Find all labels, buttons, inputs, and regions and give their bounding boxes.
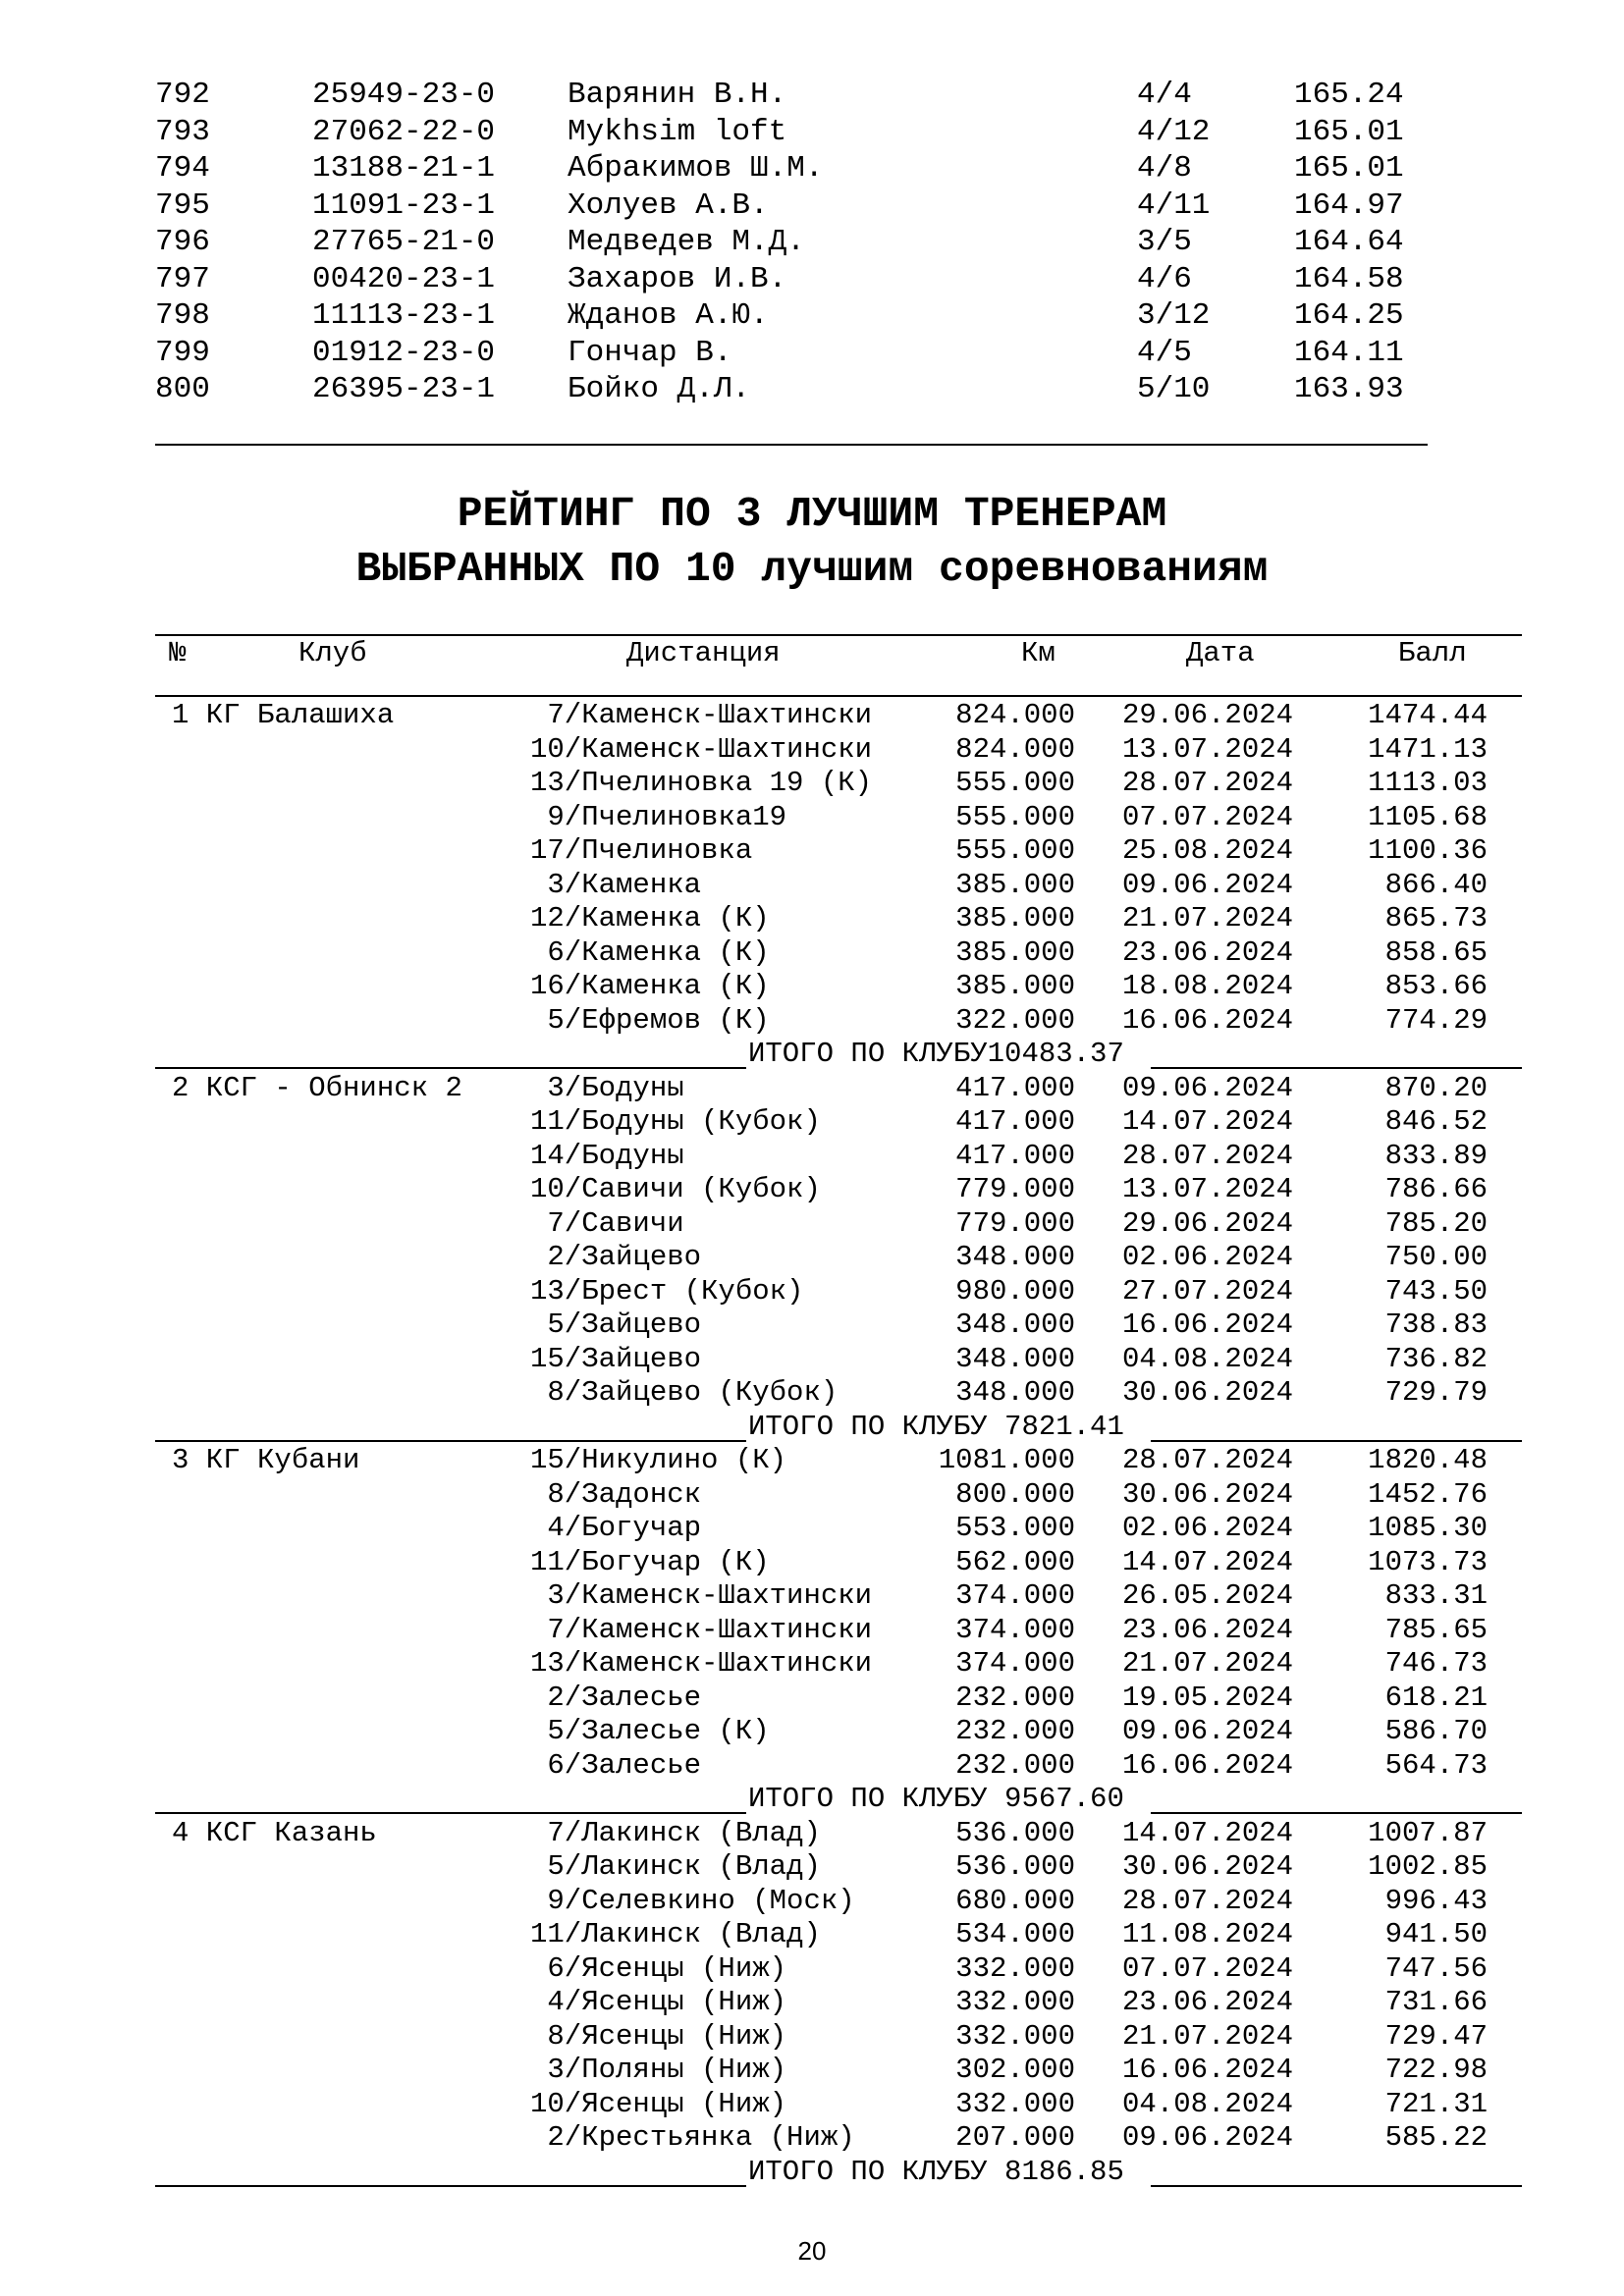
points-cell: 833.89 bbox=[1384, 1139, 1488, 1172]
km-cell: 385.000 bbox=[955, 902, 1075, 934]
distance-cell: 5/Залесье (К) bbox=[530, 1715, 770, 1747]
total-rule-right bbox=[1151, 1067, 1522, 1069]
points-cell: 846.52 bbox=[1384, 1105, 1488, 1138]
km-cell: 332.000 bbox=[955, 2087, 1075, 2120]
km-cell: 779.000 bbox=[955, 1206, 1075, 1240]
points-cell: 729.79 bbox=[1384, 1376, 1488, 1409]
points-cell: 1113.03 bbox=[1368, 767, 1488, 799]
table-row bbox=[0, 767, 1624, 800]
km-cell: 417.000 bbox=[955, 1105, 1075, 1138]
points-cell: 564.73 bbox=[1384, 1748, 1488, 1782]
table-row bbox=[0, 834, 1624, 868]
table-row bbox=[0, 1850, 1624, 1884]
table-row bbox=[0, 1986, 1624, 2019]
result-place: 793 bbox=[155, 114, 210, 149]
distance-cell: 8/Зайцево (Кубок) bbox=[530, 1376, 839, 1409]
distance-cell: 2/Зайцево bbox=[530, 1241, 702, 1273]
result-name: Гончар В. bbox=[568, 335, 732, 370]
date-cell: 02.06.2024 bbox=[1122, 1512, 1294, 1544]
club-name: 2 КСГ - Обнинск 2 bbox=[172, 1071, 462, 1104]
points-cell: 785.65 bbox=[1384, 1613, 1488, 1646]
points-cell: 785.20 bbox=[1384, 1206, 1488, 1240]
km-cell: 374.000 bbox=[955, 1647, 1075, 1680]
table-row bbox=[0, 1817, 1624, 1850]
distance-cell: 6/Ясенцы (Ниж) bbox=[530, 1951, 787, 1985]
result-nn: 3/5 bbox=[1137, 225, 1192, 259]
distance-cell: 5/Ефремов (К) bbox=[530, 1003, 770, 1037]
table-row bbox=[0, 1715, 1624, 1748]
result-row bbox=[0, 261, 1624, 298]
table-row bbox=[0, 1546, 1624, 1579]
table-row bbox=[0, 1207, 1624, 1241]
points-cell: 858.65 bbox=[1384, 935, 1488, 969]
result-row bbox=[0, 114, 1624, 151]
points-cell: 941.50 bbox=[1384, 1918, 1488, 1950]
table-row bbox=[0, 1478, 1624, 1512]
date-cell: 28.07.2024 bbox=[1122, 767, 1294, 799]
points-cell: 1474.44 bbox=[1368, 699, 1488, 731]
date-cell: 25.08.2024 bbox=[1122, 834, 1294, 867]
table-row bbox=[0, 1004, 1624, 1038]
date-cell: 28.07.2024 bbox=[1122, 1139, 1294, 1172]
distance-cell: 10/Савичи (Кубок) bbox=[530, 1173, 821, 1205]
date-cell: 28.07.2024 bbox=[1122, 1884, 1294, 1917]
date-cell: 16.06.2024 bbox=[1122, 1748, 1294, 1782]
result-speed: 164.64 bbox=[1294, 225, 1404, 259]
result-speed: 164.97 bbox=[1294, 187, 1404, 223]
date-cell: 23.06.2024 bbox=[1122, 935, 1294, 969]
result-name: Жданов А.Ю. bbox=[568, 298, 769, 333]
distance-cell: 9/Селевкино (Моск) bbox=[530, 1884, 855, 1917]
date-cell: 14.07.2024 bbox=[1122, 1105, 1294, 1138]
date-cell: 09.06.2024 bbox=[1122, 2121, 1294, 2154]
table-row bbox=[0, 1682, 1624, 1715]
points-cell: 870.20 bbox=[1384, 1071, 1488, 1104]
club-name: 4 КСГ Казань bbox=[172, 1816, 377, 1849]
date-cell: 21.07.2024 bbox=[1122, 2019, 1294, 2053]
total-rule-left bbox=[155, 1812, 746, 1814]
distance-cell: 6/Залесье bbox=[530, 1748, 702, 1782]
points-cell: 750.00 bbox=[1384, 1241, 1488, 1273]
header-num: № bbox=[169, 637, 187, 669]
date-cell: 09.06.2024 bbox=[1122, 868, 1294, 901]
distance-cell: 9/Пчелиновка19 bbox=[530, 800, 787, 833]
table-row bbox=[0, 1885, 1624, 1918]
table-top-rule bbox=[155, 634, 1522, 636]
result-name: Захаров И.В. bbox=[568, 261, 787, 296]
date-cell: 19.05.2024 bbox=[1122, 1681, 1294, 1714]
distance-cell: 8/Задонск bbox=[530, 1477, 702, 1511]
table-row bbox=[0, 1952, 1624, 1986]
rating-title-line1: РЕЙТИНГ ПО 3 ЛУЧШИМ ТРЕНЕРАМ bbox=[457, 490, 1167, 538]
total-rule-left bbox=[155, 1440, 746, 1442]
date-cell: 26.05.2024 bbox=[1122, 1579, 1294, 1612]
result-ring: 27765-21-0 bbox=[312, 225, 496, 259]
table-row bbox=[0, 1105, 1624, 1139]
distance-cell: 11/Лакинск (Влад) bbox=[530, 1918, 821, 1950]
km-cell: 562.000 bbox=[955, 1545, 1075, 1578]
result-nn: 4/5 bbox=[1137, 335, 1192, 370]
result-speed: 165.01 bbox=[1294, 114, 1404, 149]
result-row bbox=[0, 224, 1624, 261]
club-name: 1 КГ Балашиха bbox=[172, 699, 395, 731]
table-row bbox=[0, 1072, 1624, 1105]
distance-cell: 12/Каменка (К) bbox=[530, 902, 770, 934]
result-nn: 4/11 bbox=[1137, 187, 1211, 223]
date-cell: 09.06.2024 bbox=[1122, 1715, 1294, 1747]
distance-cell: 13/Каменск-Шахтински bbox=[530, 1647, 873, 1680]
km-cell: 980.000 bbox=[955, 1274, 1075, 1308]
table-row bbox=[0, 902, 1624, 935]
club-total: ИТОГО ПО КЛУБУ 8186.85 bbox=[748, 2155, 1124, 2188]
table-row bbox=[0, 936, 1624, 970]
points-cell: 1471.13 bbox=[1368, 732, 1488, 766]
points-cell: 721.31 bbox=[1384, 2087, 1488, 2120]
result-speed: 164.25 bbox=[1294, 298, 1404, 333]
points-cell: 1105.68 bbox=[1368, 800, 1488, 833]
points-cell: 1073.73 bbox=[1368, 1545, 1488, 1578]
points-cell: 743.50 bbox=[1384, 1274, 1488, 1308]
km-cell: 680.000 bbox=[955, 1884, 1075, 1917]
km-cell: 555.000 bbox=[955, 767, 1075, 799]
table-row bbox=[0, 1308, 1624, 1342]
distance-cell: 10/Каменск-Шахтински bbox=[530, 732, 873, 766]
points-cell: 1100.36 bbox=[1368, 834, 1488, 867]
header-points: Балл bbox=[1398, 637, 1467, 669]
result-place: 799 bbox=[155, 335, 210, 370]
date-cell: 13.07.2024 bbox=[1122, 732, 1294, 766]
table-row bbox=[0, 2088, 1624, 2121]
result-row bbox=[0, 335, 1624, 372]
result-place: 798 bbox=[155, 298, 210, 333]
km-cell: 232.000 bbox=[955, 1748, 1075, 1782]
result-row bbox=[0, 187, 1624, 225]
result-speed: 164.11 bbox=[1294, 335, 1404, 370]
distance-cell: 15/Никулино (К) bbox=[530, 1444, 787, 1476]
date-cell: 14.07.2024 bbox=[1122, 1816, 1294, 1849]
club-name: 3 КГ Кубани bbox=[172, 1444, 360, 1476]
club-total: ИТОГО ПО КЛУБУ 7821.41 bbox=[748, 1410, 1124, 1443]
result-speed: 165.01 bbox=[1294, 151, 1404, 186]
table-row bbox=[0, 1275, 1624, 1308]
km-cell: 348.000 bbox=[955, 1241, 1075, 1273]
points-cell: 1085.30 bbox=[1368, 1512, 1488, 1544]
table-row bbox=[0, 801, 1624, 834]
result-row bbox=[0, 297, 1624, 335]
km-cell: 348.000 bbox=[955, 1308, 1075, 1341]
distance-cell: 2/Крестьянка (Ниж) bbox=[530, 2121, 855, 2154]
club-total-row bbox=[0, 1411, 1624, 1444]
result-ring: 01912-23-0 bbox=[312, 335, 496, 370]
result-nn: 4/4 bbox=[1137, 78, 1192, 112]
distance-cell: 3/Каменск-Шахтински bbox=[530, 1579, 873, 1612]
page-number: 20 bbox=[797, 2236, 827, 2266]
table-row bbox=[0, 1918, 1624, 1951]
distance-cell: 11/Бодуны (Кубок) bbox=[530, 1105, 821, 1138]
km-cell: 332.000 bbox=[955, 1951, 1075, 1985]
points-cell: 1002.85 bbox=[1368, 1850, 1488, 1883]
distance-cell: 5/Лакинск (Влад) bbox=[530, 1850, 821, 1883]
distance-cell: 4/Ясенцы (Ниж) bbox=[530, 1986, 787, 2018]
points-cell: 746.73 bbox=[1384, 1647, 1488, 1680]
points-cell: 996.43 bbox=[1384, 1884, 1488, 1917]
result-place: 800 bbox=[155, 372, 210, 406]
km-cell: 385.000 bbox=[955, 970, 1075, 1002]
header-date: Дата bbox=[1186, 637, 1255, 669]
km-cell: 302.000 bbox=[955, 2054, 1075, 2086]
km-cell: 553.000 bbox=[955, 1512, 1075, 1544]
distance-cell: 8/Ясенцы (Ниж) bbox=[530, 2019, 787, 2053]
distance-cell: 7/Савичи bbox=[530, 1206, 684, 1240]
points-cell: 774.29 bbox=[1384, 1003, 1488, 1037]
km-cell: 374.000 bbox=[955, 1579, 1075, 1612]
km-cell: 232.000 bbox=[955, 1715, 1075, 1747]
club-total-row bbox=[0, 1038, 1624, 1071]
table-row bbox=[0, 1647, 1624, 1681]
date-cell: 30.06.2024 bbox=[1122, 1376, 1294, 1409]
date-cell: 04.08.2024 bbox=[1122, 2087, 1294, 2120]
table-row bbox=[0, 733, 1624, 767]
table-row bbox=[0, 1343, 1624, 1376]
result-ring: 25949-23-0 bbox=[312, 78, 496, 112]
table-row bbox=[0, 1140, 1624, 1173]
result-place: 795 bbox=[155, 187, 210, 223]
result-nn: 4/6 bbox=[1137, 261, 1192, 296]
points-cell: 618.21 bbox=[1384, 1681, 1488, 1714]
distance-cell: 11/Богучар (К) bbox=[530, 1545, 770, 1578]
distance-cell: 7/Каменск-Шахтински bbox=[530, 699, 873, 731]
total-rule-right bbox=[1151, 1812, 1522, 1814]
table-row bbox=[0, 1444, 1624, 1477]
km-cell: 800.000 bbox=[955, 1477, 1075, 1511]
distance-cell: 7/Каменск-Шахтински bbox=[530, 1613, 873, 1646]
date-cell: 23.06.2024 bbox=[1122, 1986, 1294, 2018]
table-row bbox=[0, 1749, 1624, 1783]
date-cell: 29.06.2024 bbox=[1122, 699, 1294, 731]
date-cell: 07.07.2024 bbox=[1122, 1951, 1294, 1985]
km-cell: 536.000 bbox=[955, 1850, 1075, 1883]
km-cell: 555.000 bbox=[955, 800, 1075, 833]
date-cell: 21.07.2024 bbox=[1122, 902, 1294, 934]
distance-cell: 13/Брест (Кубок) bbox=[530, 1274, 804, 1308]
points-cell: 585.22 bbox=[1384, 2121, 1488, 2154]
points-cell: 1007.87 bbox=[1368, 1816, 1488, 1849]
rating-title-line2: ВЫБРАННЫХ ПО 10 лучшим соревнованиям bbox=[355, 545, 1269, 593]
date-cell: 30.06.2024 bbox=[1122, 1477, 1294, 1511]
result-ring: 26395-23-1 bbox=[312, 372, 496, 406]
km-cell: 207.000 bbox=[955, 2121, 1075, 2154]
distance-cell: 5/Зайцево bbox=[530, 1308, 702, 1341]
result-nn: 4/12 bbox=[1137, 114, 1211, 149]
total-rule-right bbox=[1151, 2185, 1522, 2187]
km-cell: 555.000 bbox=[955, 834, 1075, 867]
result-row bbox=[0, 371, 1624, 408]
header-km: Км bbox=[1021, 637, 1056, 669]
points-cell: 866.40 bbox=[1384, 868, 1488, 901]
distance-cell: 3/Бодуны bbox=[530, 1071, 684, 1104]
distance-cell: 16/Каменка (К) bbox=[530, 970, 770, 1002]
km-cell: 417.000 bbox=[955, 1071, 1075, 1104]
km-cell: 374.000 bbox=[955, 1613, 1075, 1646]
distance-cell: 17/Пчелиновка bbox=[530, 834, 753, 867]
km-cell: 779.000 bbox=[955, 1173, 1075, 1205]
points-cell: 853.66 bbox=[1384, 970, 1488, 1002]
date-cell: 16.06.2024 bbox=[1122, 1308, 1294, 1341]
total-rule-left bbox=[155, 2185, 746, 2187]
table-row bbox=[0, 1376, 1624, 1410]
points-cell: 747.56 bbox=[1384, 1951, 1488, 1985]
distance-cell: 6/Каменка (К) bbox=[530, 935, 770, 969]
date-cell: 04.08.2024 bbox=[1122, 1342, 1294, 1375]
result-row bbox=[0, 150, 1624, 187]
distance-cell: 4/Богучар bbox=[530, 1512, 702, 1544]
points-cell: 586.70 bbox=[1384, 1715, 1488, 1747]
date-cell: 21.07.2024 bbox=[1122, 1647, 1294, 1680]
header-club: Клуб bbox=[298, 637, 367, 669]
km-cell: 417.000 bbox=[955, 1139, 1075, 1172]
distance-cell: 14/Бодуны bbox=[530, 1139, 684, 1172]
total-rule-left bbox=[155, 1067, 746, 1069]
result-name: Абракимов Ш.М. bbox=[568, 151, 824, 186]
table-row bbox=[0, 1579, 1624, 1613]
table-row bbox=[0, 869, 1624, 902]
header-distance: Дистанция bbox=[626, 637, 781, 669]
points-cell: 1820.48 bbox=[1368, 1444, 1488, 1476]
table-header-rule bbox=[155, 695, 1522, 697]
table-row bbox=[0, 2054, 1624, 2087]
table-header bbox=[0, 637, 1624, 672]
points-cell: 738.83 bbox=[1384, 1308, 1488, 1341]
result-nn: 4/8 bbox=[1137, 151, 1192, 186]
points-cell: 736.82 bbox=[1384, 1342, 1488, 1375]
result-name: Варянин В.Н. bbox=[568, 78, 787, 112]
total-rule-right bbox=[1151, 1440, 1522, 1442]
club-total-row bbox=[0, 1783, 1624, 1816]
km-cell: 536.000 bbox=[955, 1816, 1075, 1849]
date-cell: 16.06.2024 bbox=[1122, 2054, 1294, 2086]
result-place: 792 bbox=[155, 78, 210, 112]
table-row bbox=[0, 2121, 1624, 2155]
result-ring: 11113-23-1 bbox=[312, 298, 496, 333]
points-cell: 833.31 bbox=[1384, 1579, 1488, 1612]
points-cell: 731.66 bbox=[1384, 1986, 1488, 2018]
km-cell: 385.000 bbox=[955, 868, 1075, 901]
results-divider bbox=[155, 444, 1428, 446]
distance-cell: 2/Залесье bbox=[530, 1681, 702, 1714]
date-cell: 16.06.2024 bbox=[1122, 1003, 1294, 1037]
result-row bbox=[0, 77, 1624, 114]
result-nn: 5/10 bbox=[1137, 372, 1211, 406]
result-ring: 11091-23-1 bbox=[312, 187, 496, 223]
result-place: 796 bbox=[155, 225, 210, 259]
distance-cell: 13/Пчелиновка 19 (К) bbox=[530, 767, 873, 799]
km-cell: 385.000 bbox=[955, 935, 1075, 969]
club-total: ИТОГО ПО КЛУБУ10483.37 bbox=[748, 1038, 1124, 1070]
distance-cell: 10/Ясенцы (Ниж) bbox=[530, 2087, 787, 2120]
km-cell: 1081.000 bbox=[938, 1444, 1075, 1476]
km-cell: 534.000 bbox=[955, 1918, 1075, 1950]
table-row bbox=[0, 1173, 1624, 1206]
date-cell: 07.07.2024 bbox=[1122, 800, 1294, 833]
date-cell: 11.08.2024 bbox=[1122, 1918, 1294, 1950]
km-cell: 332.000 bbox=[955, 2019, 1075, 2053]
table-row bbox=[0, 1512, 1624, 1545]
result-ring: 00420-23-1 bbox=[312, 261, 496, 296]
result-name: Mykhsim loft bbox=[568, 114, 787, 149]
date-cell: 27.07.2024 bbox=[1122, 1274, 1294, 1308]
distance-cell: 15/Зайцево bbox=[530, 1342, 702, 1375]
result-name: Холуев А.В. bbox=[568, 187, 769, 223]
result-nn: 3/12 bbox=[1137, 298, 1211, 333]
points-cell: 729.47 bbox=[1384, 2019, 1488, 2053]
km-cell: 232.000 bbox=[955, 1681, 1075, 1714]
result-ring: 27062-22-0 bbox=[312, 114, 496, 149]
km-cell: 348.000 bbox=[955, 1376, 1075, 1409]
result-speed: 163.93 bbox=[1294, 372, 1404, 406]
result-name: Медведев М.Д. bbox=[568, 225, 805, 259]
result-ring: 13188-21-1 bbox=[312, 151, 496, 186]
km-cell: 332.000 bbox=[955, 1986, 1075, 2018]
date-cell: 18.08.2024 bbox=[1122, 970, 1294, 1002]
club-total: ИТОГО ПО КЛУБУ 9567.60 bbox=[748, 1783, 1124, 1815]
date-cell: 02.06.2024 bbox=[1122, 1241, 1294, 1273]
table-row bbox=[0, 1614, 1624, 1647]
date-cell: 09.06.2024 bbox=[1122, 1071, 1294, 1104]
result-place: 794 bbox=[155, 151, 210, 186]
date-cell: 28.07.2024 bbox=[1122, 1444, 1294, 1476]
km-cell: 348.000 bbox=[955, 1342, 1075, 1375]
date-cell: 29.06.2024 bbox=[1122, 1206, 1294, 1240]
km-cell: 824.000 bbox=[955, 699, 1075, 731]
table-row bbox=[0, 970, 1624, 1003]
distance-cell: 7/Лакинск (Влад) bbox=[530, 1816, 821, 1849]
distance-cell: 3/Поляны (Ниж) bbox=[530, 2054, 787, 2086]
km-cell: 322.000 bbox=[955, 1003, 1075, 1037]
result-name: Бойко Д.Л. bbox=[568, 372, 751, 406]
result-speed: 164.58 bbox=[1294, 261, 1404, 296]
date-cell: 23.06.2024 bbox=[1122, 1613, 1294, 1646]
club-total-row bbox=[0, 2156, 1624, 2189]
date-cell: 14.07.2024 bbox=[1122, 1545, 1294, 1578]
points-cell: 722.98 bbox=[1384, 2054, 1488, 2086]
date-cell: 30.06.2024 bbox=[1122, 1850, 1294, 1883]
table-row bbox=[0, 2020, 1624, 2054]
table-row bbox=[0, 1241, 1624, 1274]
result-speed: 165.24 bbox=[1294, 78, 1404, 112]
result-place: 797 bbox=[155, 261, 210, 296]
km-cell: 824.000 bbox=[955, 732, 1075, 766]
table-row bbox=[0, 699, 1624, 732]
points-cell: 865.73 bbox=[1384, 902, 1488, 934]
points-cell: 1452.76 bbox=[1368, 1477, 1488, 1511]
distance-cell: 3/Каменка bbox=[530, 868, 702, 901]
points-cell: 786.66 bbox=[1384, 1173, 1488, 1205]
date-cell: 13.07.2024 bbox=[1122, 1173, 1294, 1205]
